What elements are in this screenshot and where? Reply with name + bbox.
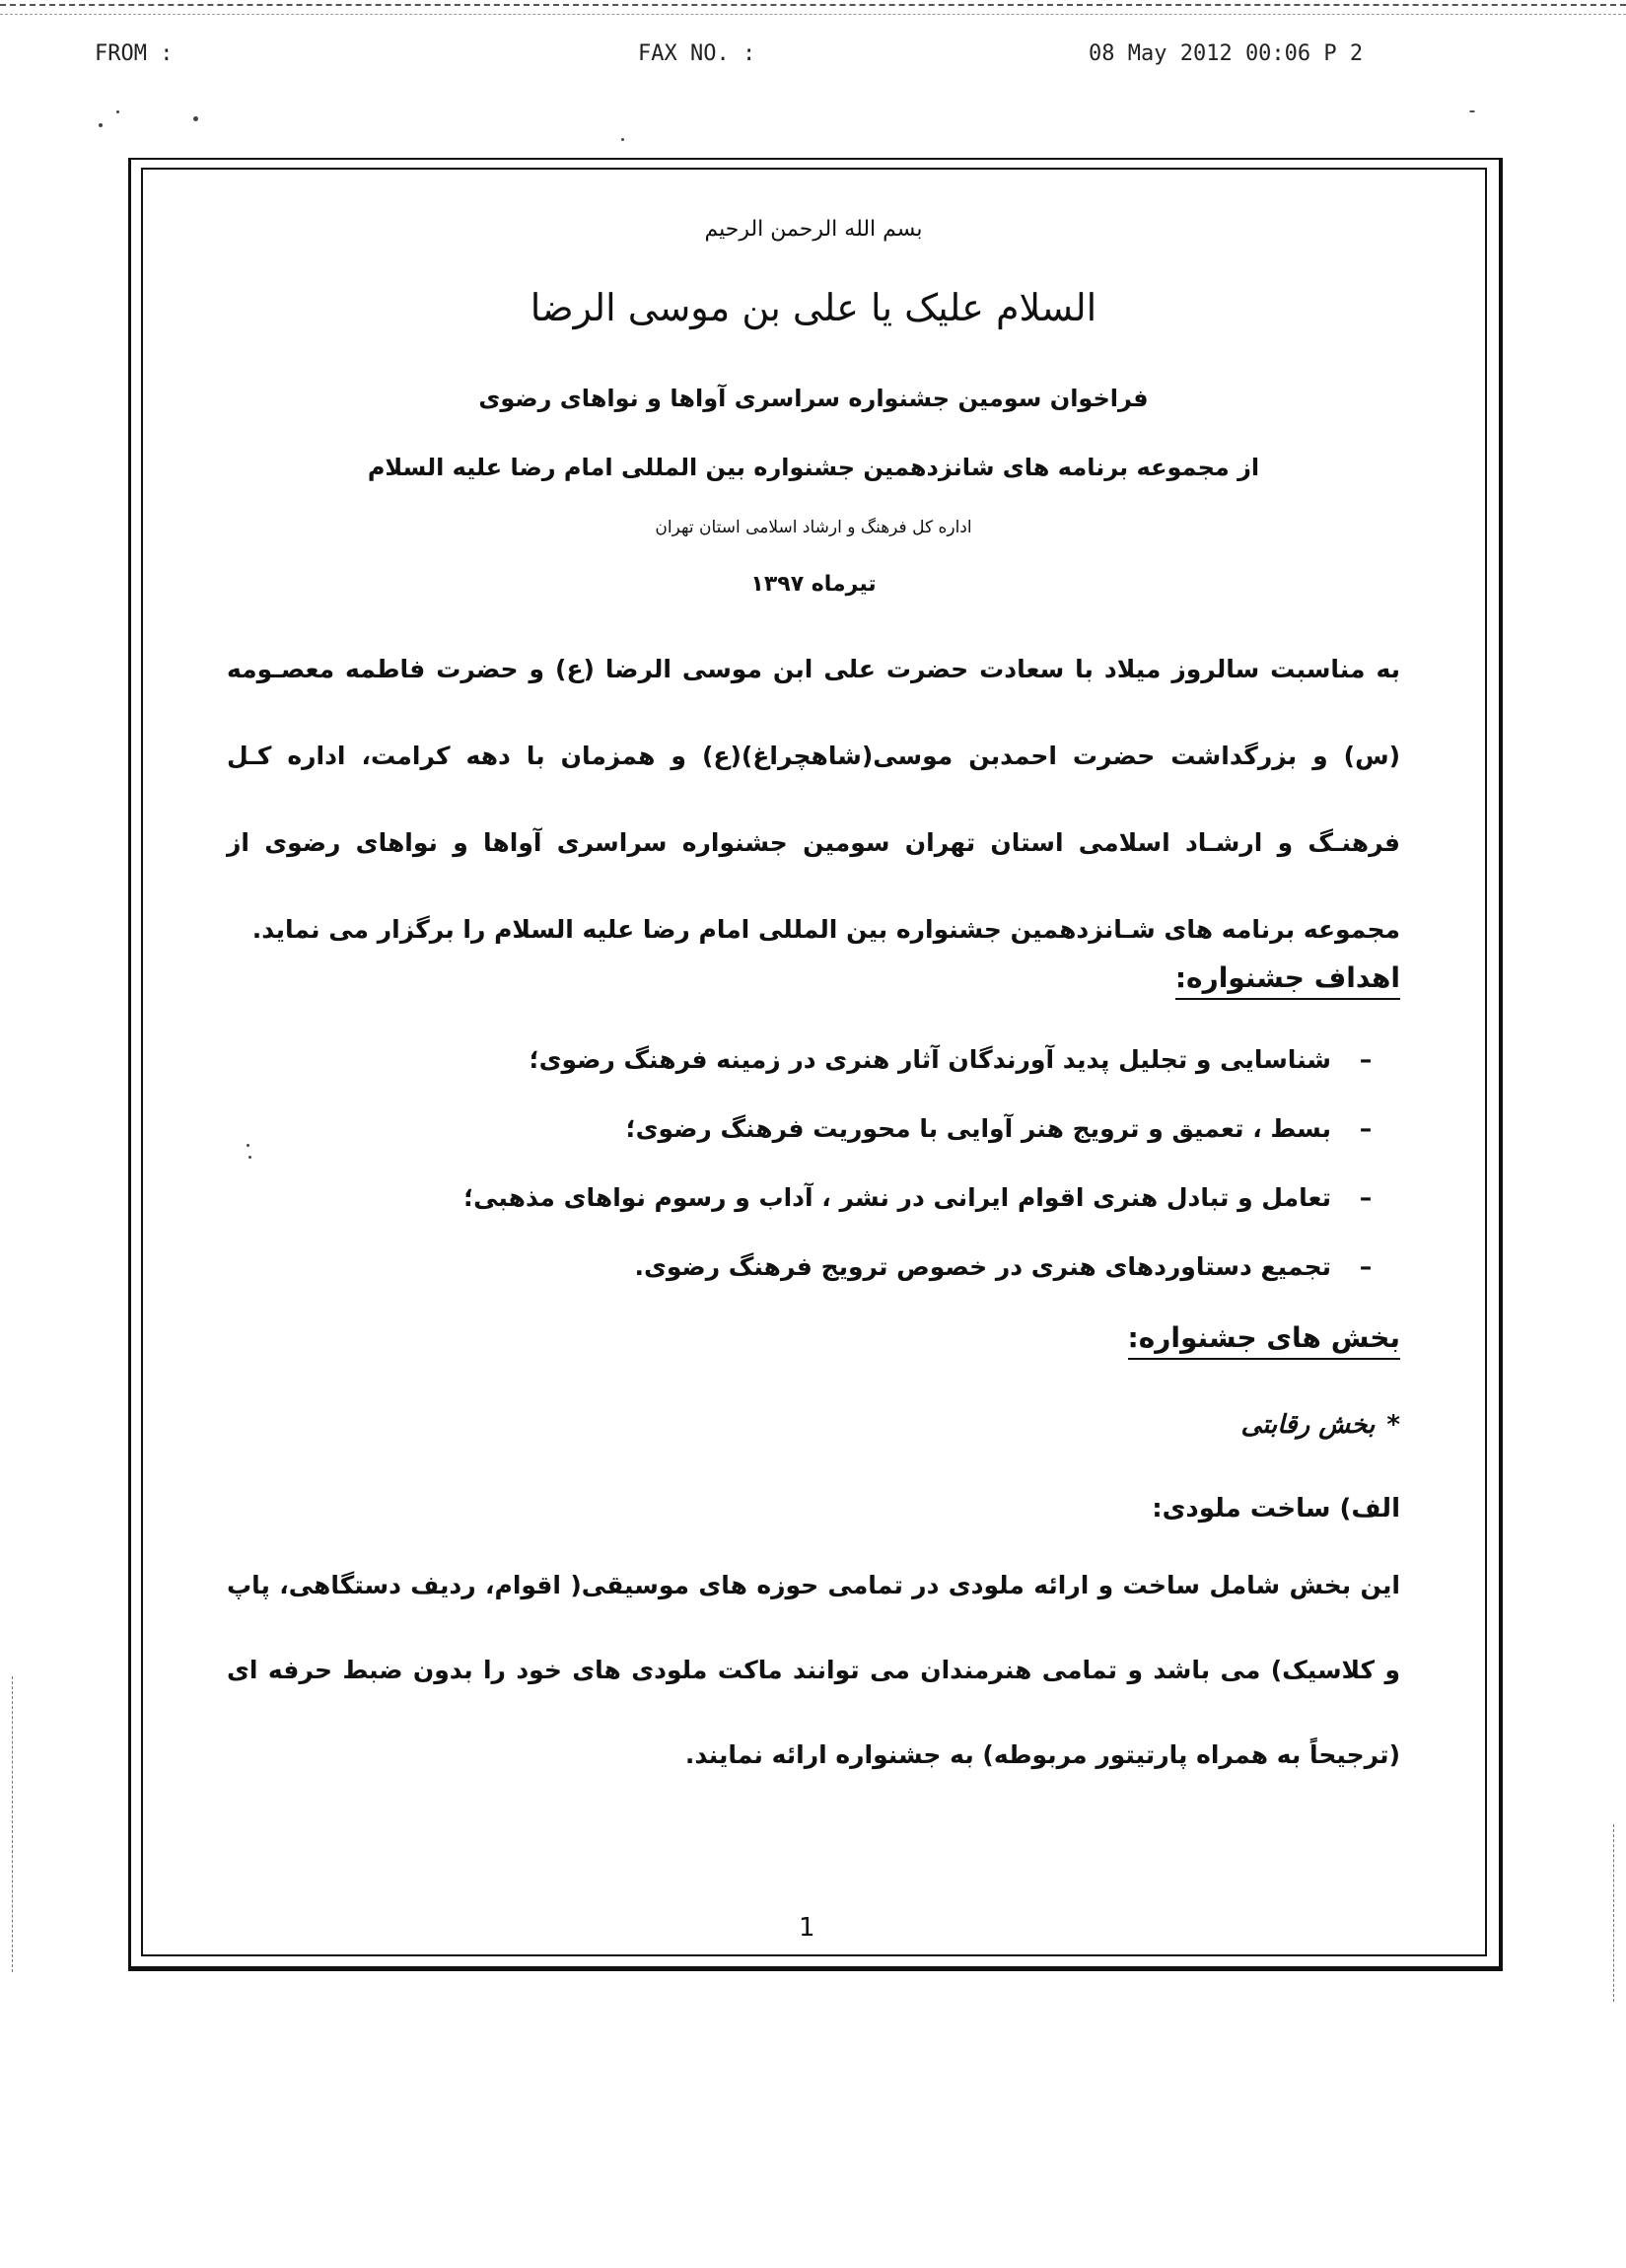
goals-list [227,1026,1400,1302]
bullet-dash: – [1359,1252,1373,1281]
page-number: 1 [799,1913,815,1943]
competition-label-text: بخش رقابتی [1240,1410,1376,1440]
salutation: السلام علیک یا علی بن موسی الرضا [530,286,1097,329]
call-title: فراخوان سومین جشنواره سراسری آواها و نواهای رضوی [478,385,1149,412]
scan-edge-top-secondary [0,14,1626,15]
document-body [227,192,1400,1938]
melody-subsection-title: الف) ساخت ملودی: [1152,1494,1400,1524]
scan-speck [621,138,624,141]
melody-paragraph: این بخش شامل ساخت و ارائه ملودی در تمامی حوزه های موسیقی( اقوام، ردیف دستگاهی، پاپ و کلاسیک) می باشد و تمامی هنرمندان می توانند ماکت ملودی های خود را بدون ضبط حرفه ای (ترجیحاً به همراه پارتیتور مربوطه) به جشنواره ارائه نمایند. [227,1571,1400,1769]
scan-speck [99,123,103,127]
goal-item [227,1164,1400,1233]
goal-item [227,1026,1400,1095]
goal-text: تجمیع دستاوردهای هنری در خصوص ترویج فرهنگ رضوی. [634,1252,1331,1281]
bismillah: بسم الله الرحمن الرحيم [704,217,923,242]
fax-date: 08 May 2012 00:06 P 2 [1089,41,1364,66]
goal-text: تعامل و تبادل هنری اقوام ایرانی در نشر ، آداب و رسوم نواهای مذهبی؛ [463,1183,1331,1212]
scan-edge-right [1613,1824,1614,2002]
scan-edge-left [12,1676,13,1972]
bullet-dash: – [1359,1045,1373,1074]
goals-heading: اهداف جشنواره: [1175,961,1400,1000]
scan-speck [193,116,198,121]
sections-heading: بخش های جشنواره: [1128,1321,1400,1360]
fax-header [0,41,1626,71]
scan-edge-top [0,4,1626,6]
bullet-dash: – [1359,1114,1373,1143]
goal-item [227,1233,1400,1302]
bullet-dash: – [1359,1183,1373,1212]
competition-section-label [1241,1410,1401,1440]
series-subtitle: از مجموعه برنامه های شانزدهمین جشنواره بین المللی امام رضا علیه السلام [367,454,1260,481]
scan-speck [1469,110,1475,112]
document-date: تیرماه ۱۳۹۷ [750,572,877,597]
goal-item [227,1095,1400,1164]
issuing-office: اداره کل فرهنگ و ارشاد اسلامی استان تهران [655,518,972,537]
star-icon: * [1386,1410,1400,1440]
fax-from: FROM : [95,41,174,66]
fax-number: FAX NO. : [638,41,756,66]
scan-speck [116,110,119,113]
goal-text: بسط ، تعمیق و ترویج هنر آوایی با محوریت فرهنگ رضوی؛ [625,1114,1331,1143]
intro-paragraph: به مناسبت سالروز میلاد با سعادت حضرت علی ابن موسی الرضا (ع) و حضرت فاطمه معصـومه (س) و بزرگداشت حضرت احمدبن موسی(شاهچراغ)(ع) و همزمان با دهه کرامت، اداره کـل فرهنـگ و ارشـاد اسلامی استان تهران سومین جشنواره سراسری آواها و نواهای رضوی از مجموعه برنامه های شـانزدهمین جشنواره بین المللی امام رضا علیه السلام را برگزار می نماید. [227,655,1400,944]
goal-text: شناسایی و تجلیل پدید آورندگان آثار هنری در زمینه فرهنگ رضوی؛ [529,1045,1331,1074]
